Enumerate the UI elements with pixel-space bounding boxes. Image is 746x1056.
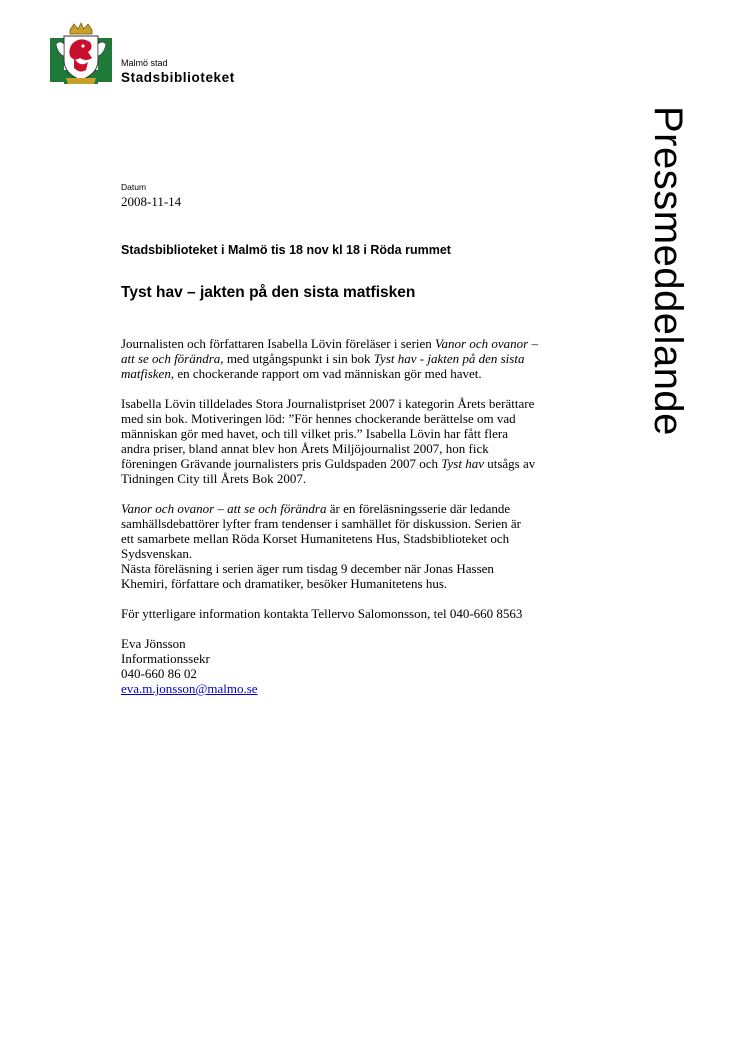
paragraph-series <box>121 501 591 591</box>
side-label-part-meddelande: meddelande <box>646 210 690 436</box>
text-run: är en föreläsningsserie där ledande <box>326 501 511 516</box>
book-title-italic: Tyst hav <box>441 456 484 471</box>
paragraph-contact <box>121 606 591 621</box>
signature-title: Informationssekr <box>121 651 210 666</box>
text-line: andra priser, bland annat blev hon Årets Miljöjournalist 2007, hon fick <box>121 441 489 456</box>
press-release-side-label <box>646 106 690 436</box>
text-run: föreningen Grävande journalisters pris Guldspaden 2007 och <box>121 456 442 471</box>
signature-block <box>121 636 591 696</box>
text-line: Nästa föreläsning i serien äger rum tisdag 9 december när Jonas Hassen <box>121 561 494 576</box>
paragraph-intro <box>121 336 591 381</box>
lecture-title: Tyst hav – jakten på den sista matfisken <box>121 284 416 301</box>
malmo-coat-of-arms-logo <box>50 22 112 88</box>
press-release-body <box>121 336 591 696</box>
date-value: 2008-11-14 <box>121 194 182 209</box>
email-link[interactable]: eva.m.jonsson@malmo.se <box>121 681 258 696</box>
text-line: Khemiri, författare och dramatiker, besöker Humanitetens hus. <box>121 576 448 591</box>
event-headline: Stadsbiblioteket i Malmö tis 18 nov kl 18 i Röda rummet <box>121 243 451 257</box>
series-title-italic: Vanor och ovanor – <box>435 336 538 351</box>
text-line: ett samarbete mellan Röda Korset Humanitetens Hus, Stadsbiblioteket och <box>121 531 510 546</box>
side-label-part-press: Press <box>646 106 690 211</box>
text-line: Tidningen City till Årets Bok 2007. <box>121 471 307 486</box>
signature-phone: 040-660 86 02 <box>121 666 197 681</box>
book-title-italic-end: matfisken <box>121 366 171 381</box>
series-title-italic: Vanor och ovanor – att se och förändra <box>121 501 327 516</box>
series-subtitle-italic: att se och förändra, <box>121 351 224 366</box>
signature-name: Eva Jönsson <box>121 636 186 651</box>
text-line: Isabella Lövin tilldelades Stora Journalistpriset 2007 i kategorin Årets berättare <box>121 396 535 411</box>
text-line: samhällsdebattörer lyfter fram tendenser i samhället för diskussion. Serien är <box>121 516 521 531</box>
text-line: Sydsvenskan. <box>121 546 193 561</box>
contact-line: För ytterligare information kontakta Tellervo Salomonsson, tel 040-660 8563 <box>121 606 523 621</box>
book-title-italic: Tyst hav - jakten på den sista <box>373 351 525 366</box>
date-label: Datum <box>121 182 147 192</box>
text-line: med sin bok. Motiveringen löd: ”För hennes chockerande berättelse om vad <box>121 411 516 426</box>
org-department: Stadsbiblioteket <box>121 70 235 85</box>
org-name: Malmö stad <box>121 58 168 68</box>
text-run: utsågs av <box>483 456 536 471</box>
text-run: , en chockerande rapport om vad människan gör med havet. <box>170 366 482 381</box>
text-run: med utgångspunkt i sin bok <box>223 351 374 366</box>
paragraph-awards <box>121 396 591 486</box>
text-line: människan gör med havet, och till vilket pris.” Isabella Lövin har fått flera <box>121 426 508 441</box>
text-run: Journalisten och författaren Isabella Lövin föreläser i serien <box>121 336 436 351</box>
